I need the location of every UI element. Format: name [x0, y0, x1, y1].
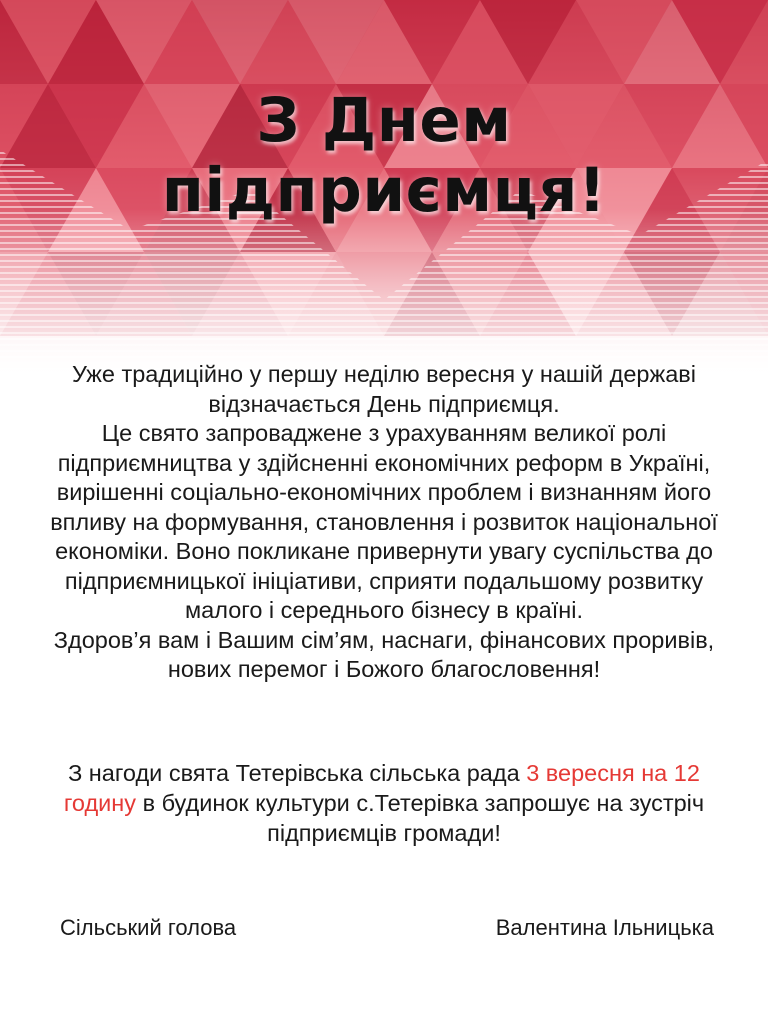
invite-part-1: З нагоди свята Тетерівська сільська рада — [68, 760, 527, 786]
invite-part-2: в будинок культури с.Тетерівка запрошує на зустріч підприємців громади! — [136, 790, 705, 846]
invitation-text — [40, 758, 728, 848]
body-paragraph-3: Здоров’я вам і Вашим сім’ям, наснаги, фінансових проривів, нових перемог і Божого благословення! — [53, 626, 715, 682]
body-paragraph-2: Це свято запроваджене з урахуванням великої ролі підприємництва у здійсненні економічних реформ в Україні, вирішенні соціально-економічних проблем і визнанням його впливу на формування, становлення і розвиток національної економіки. Воно покликане привернути увагу суспільства до підприємницької ініціативи, сприяти подальшому розвитку малого і середнього бізнесу в країні. — [50, 420, 718, 623]
signature-position: Сільський голова — [60, 915, 237, 940]
greeting-body — [40, 360, 728, 685]
body-paragraph-1: Уже традиційно у першу неділю вересня у нашій державі відзначається День підприємця. — [71, 361, 696, 417]
title-line-1: З Днем — [256, 85, 512, 156]
card-title — [0, 86, 768, 226]
title-line-2: підприємця! — [161, 155, 607, 226]
signature-name: Валентина Ільницька — [495, 915, 714, 940]
invite-date-time: 3 вересня на 12 годину — [63, 760, 700, 816]
